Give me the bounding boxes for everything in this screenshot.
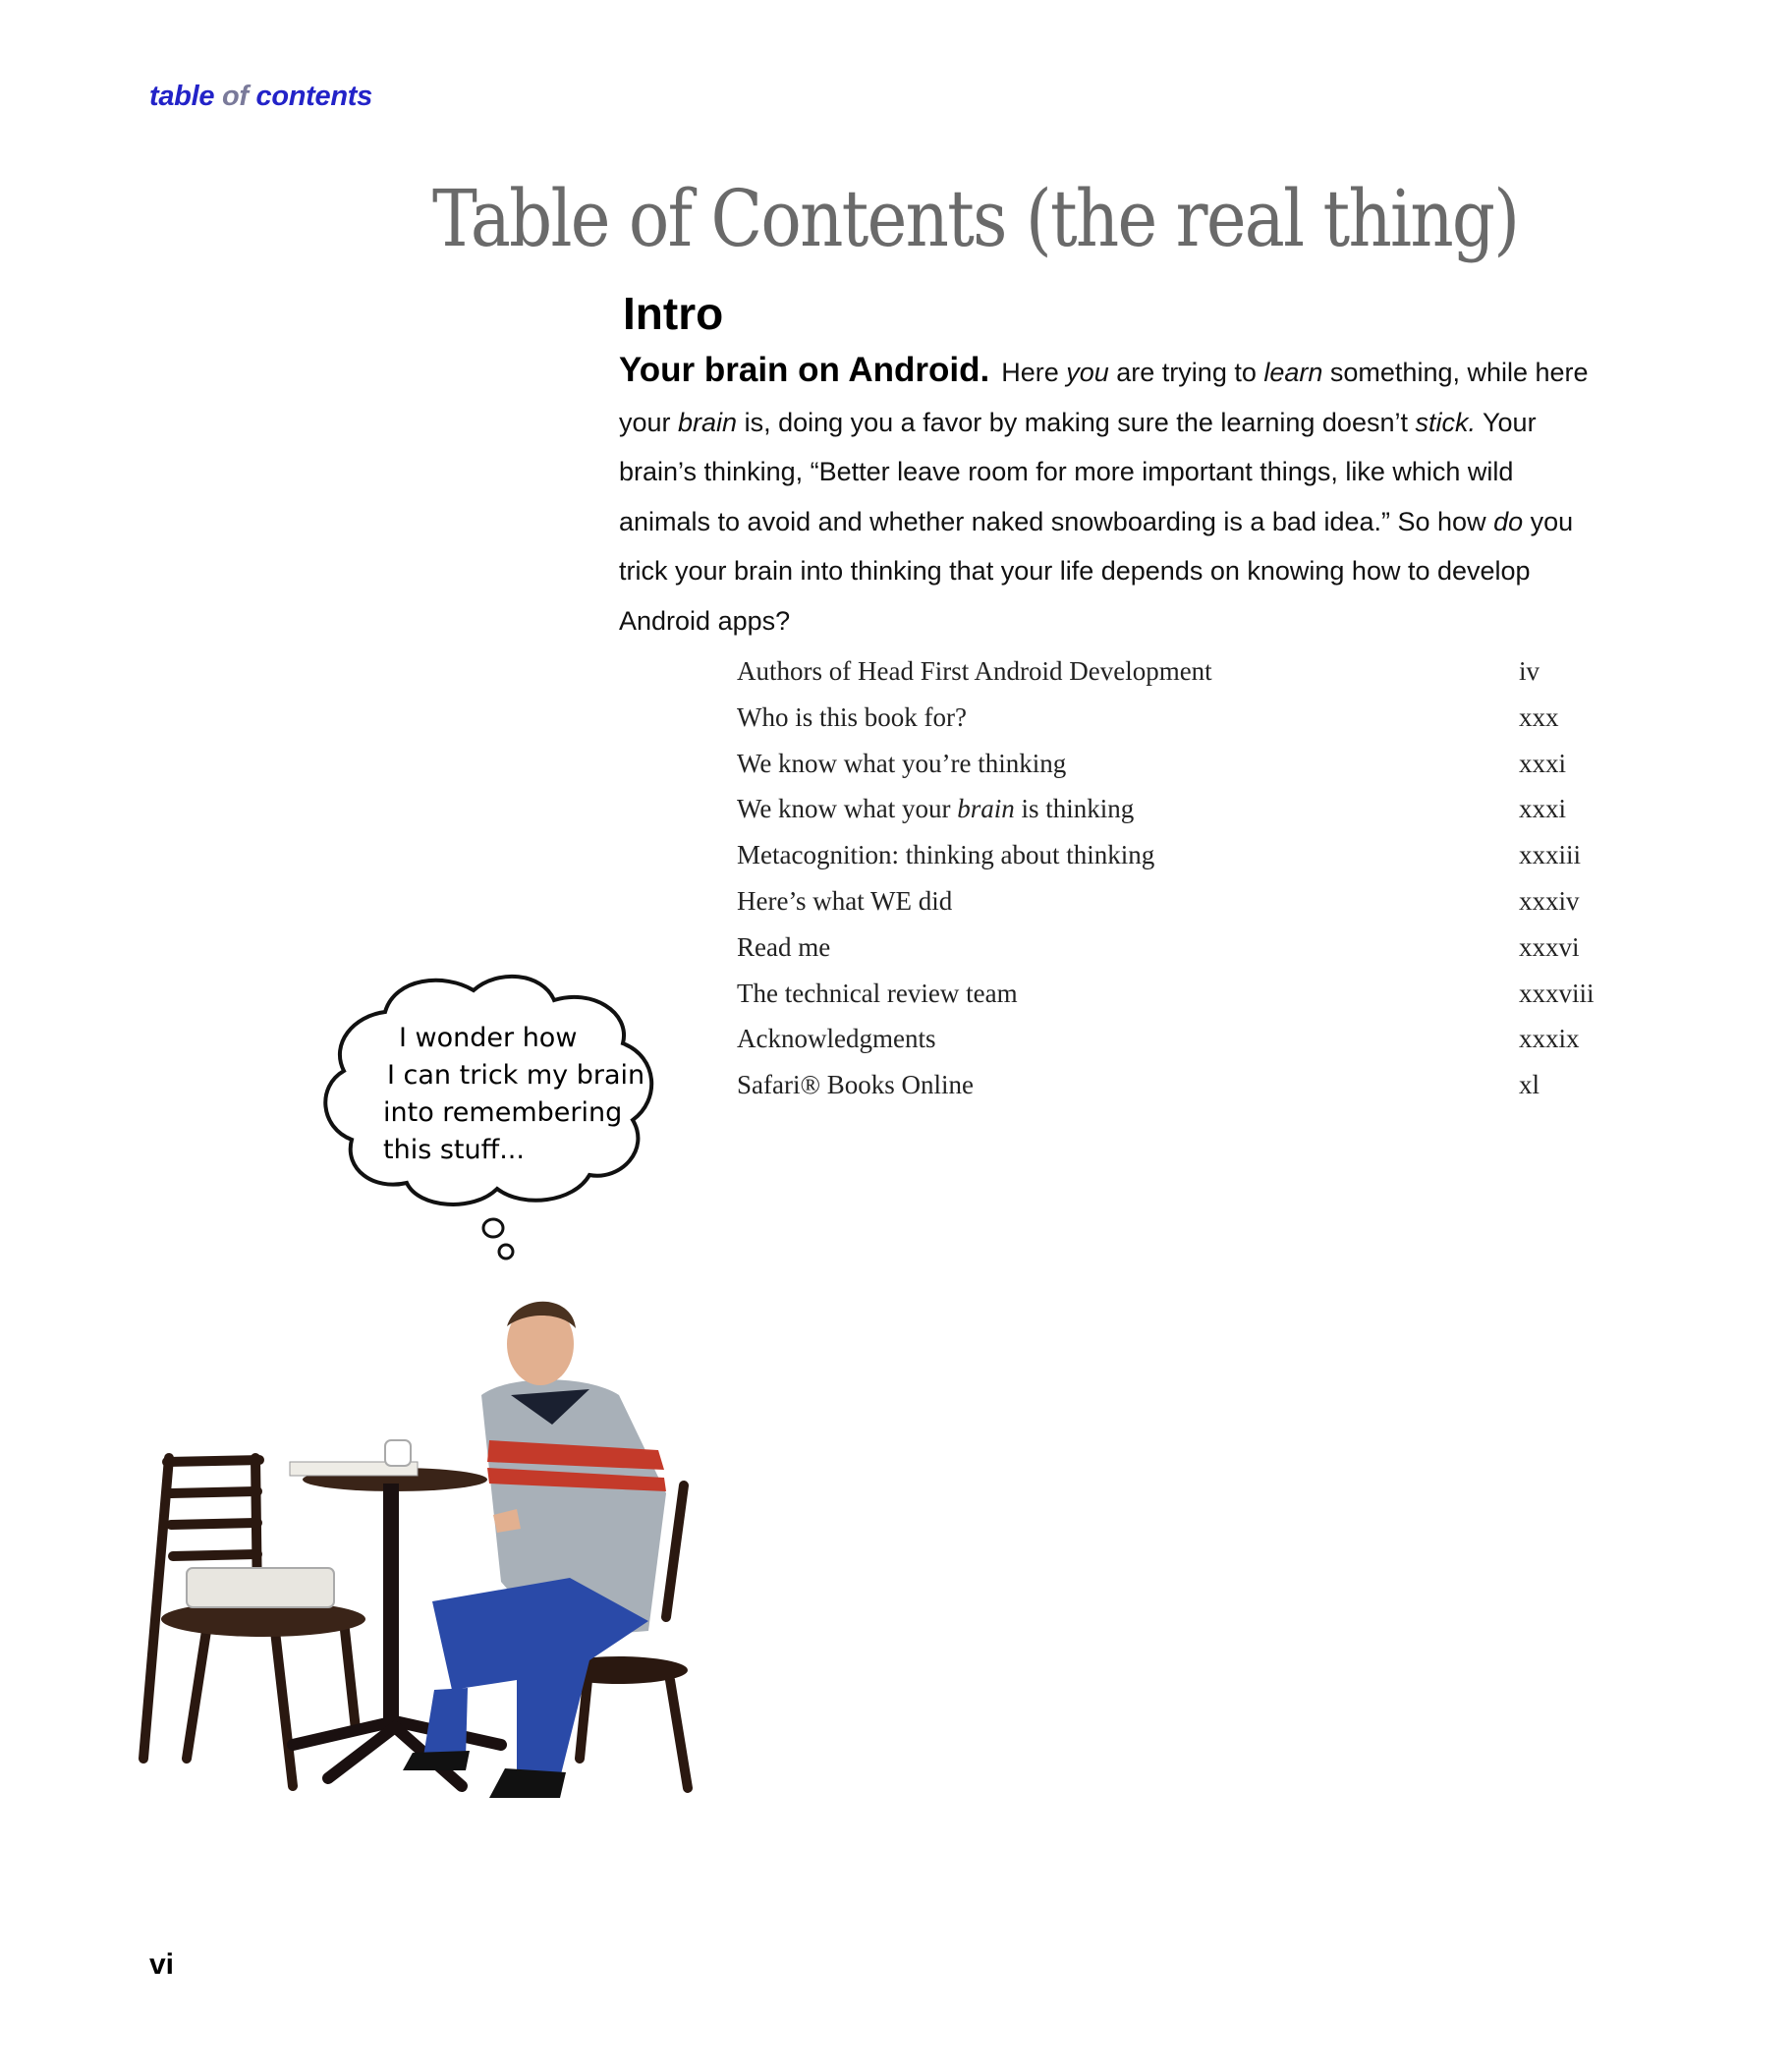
man-sitting-icon: [128, 1267, 707, 1818]
intro-italic-you: you: [1066, 358, 1109, 387]
toc-entry[interactable]: [737, 794, 1621, 840]
toc-title-italic: brain: [957, 794, 1015, 824]
intro-paragraph: [619, 346, 1601, 645]
toc-entry[interactable]: [737, 932, 1621, 979]
toc-entry-page: xxxiv: [1519, 885, 1580, 916]
toc-entry-page: xxxix: [1519, 1024, 1580, 1054]
toc-entry-title: [737, 794, 1134, 824]
intro-text-3: something, while here your: [619, 358, 1589, 437]
toc-entry-page: xxxi: [1519, 794, 1567, 824]
intro-text-6: you trick your brain into thinking that your life depends on knowing how to develop Android apps?: [619, 506, 1574, 636]
toc-entry-page: iv: [1519, 656, 1540, 686]
toc-entry-page: xxxiii: [1519, 840, 1582, 870]
toc-list: [737, 656, 1621, 1116]
toc-entry[interactable]: [737, 702, 1621, 749]
page-title: Table of Contents (the real thing): [432, 173, 1519, 264]
toc-entry-title: Here’s what WE did: [737, 885, 953, 916]
intro-italic-learn: learn: [1263, 358, 1323, 387]
running-head: [149, 81, 372, 113]
toc-entry-page: xxxvi: [1519, 931, 1580, 962]
toc-entry-title: We know what you’re thinking: [737, 748, 1067, 778]
intro-lead: Your brain on Android.: [619, 351, 990, 389]
toc-entry-title: Who is this book for?: [737, 701, 967, 732]
toc-title-part: is thinking: [1014, 794, 1135, 824]
man-at-table-illustration: [128, 1267, 707, 1818]
intro-text-4: is, doing you a favor by making sure the learning doesn’t: [737, 407, 1416, 437]
toc-entry[interactable]: [737, 979, 1621, 1025]
intro-text-1: Here: [1001, 358, 1067, 387]
toc-entry-title: Authors of Head First Android Development: [737, 656, 1212, 686]
toc-entry[interactable]: [737, 886, 1621, 932]
toc-entry[interactable]: [737, 840, 1621, 886]
intro-italic-stick: stick.: [1415, 407, 1476, 437]
section-title: Intro: [623, 288, 724, 339]
toc-entry[interactable]: [737, 1024, 1621, 1070]
toc-entry-title: Acknowledgments: [737, 1024, 936, 1054]
thought-line: this stuff...: [383, 1135, 525, 1165]
toc-entry-page: xl: [1519, 1070, 1540, 1100]
intro-text-5: Your brain’s thinking, “Better leave room for more important things, like which wild animals to avoid and whether naked snowboarding is a bad idea.” So how: [619, 407, 1537, 536]
running-head-word-of: of: [221, 81, 249, 112]
toc-entry-page: xxxi: [1519, 748, 1567, 778]
running-head-word-contents: contents: [255, 81, 372, 112]
toc-entry-title: Metacognition: thinking about thinking: [737, 840, 1155, 870]
thought-bubble: [316, 973, 690, 1267]
thought-line: I can trick my brain: [387, 1060, 645, 1091]
toc-entry[interactable]: [737, 1070, 1621, 1116]
toc-entry-page: xxx: [1519, 701, 1559, 732]
thought-line: I wonder how: [399, 1023, 578, 1053]
toc-title-part: We know what your: [737, 794, 958, 824]
intro-text-2: are trying to: [1108, 358, 1264, 387]
toc-entry[interactable]: [737, 656, 1621, 702]
toc-entry-title: The technical review team: [737, 978, 1018, 1008]
intro-italic-brain: brain: [678, 407, 738, 437]
thought-line: into remembering: [383, 1097, 623, 1128]
thought-bubble-text: [383, 1020, 668, 1169]
toc-entry-title: Read me: [737, 931, 831, 962]
toc-entry-page: xxxviii: [1519, 978, 1595, 1008]
toc-entry[interactable]: [737, 749, 1621, 795]
toc-entry-title: Safari® Books Online: [737, 1070, 974, 1100]
running-head-word-table: table: [149, 81, 215, 112]
intro-italic-do: do: [1493, 506, 1524, 536]
page-number: vi: [149, 1948, 175, 1981]
